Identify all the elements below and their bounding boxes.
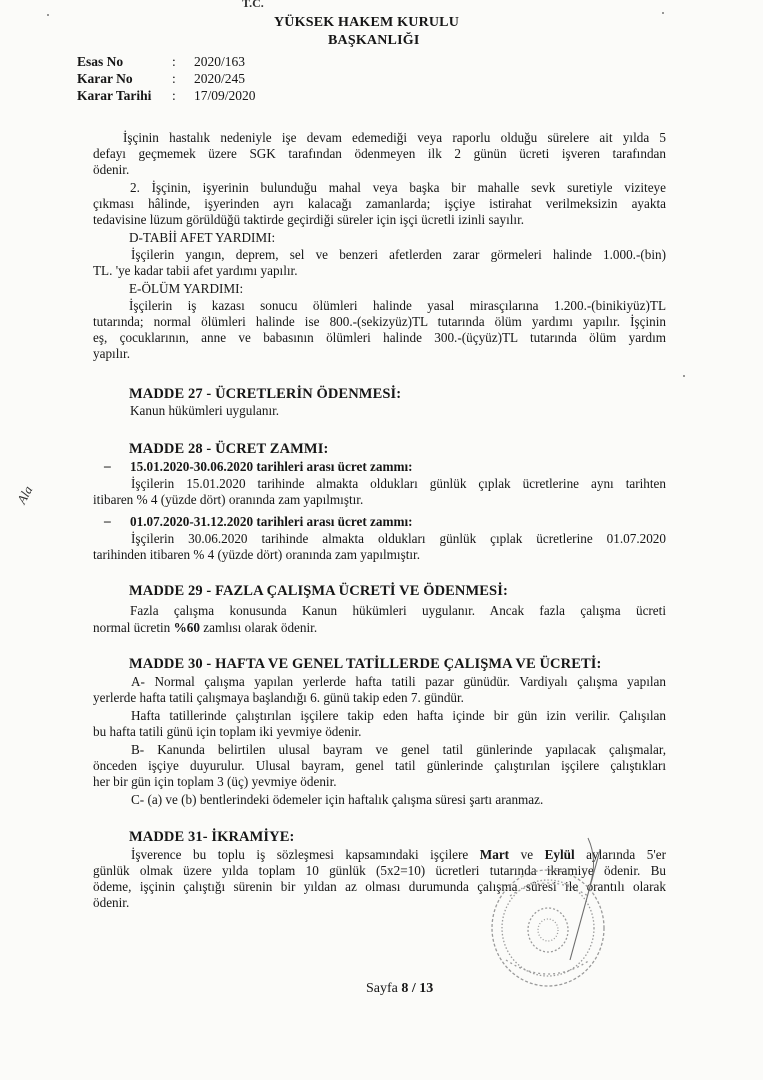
tc-header-mark: T.C.	[242, 0, 264, 10]
month-eylul: Eylül	[544, 847, 575, 862]
paragraph-line: B- Kanunda belirtilen ulusal bayram ve genel tatil günlerinde yapılacak çalışmalar,	[131, 742, 666, 757]
paragraph-line: Hafta tatillerinde çalıştırılan işçilere takip eden hafta içinde bir gün izin verilir. Çalışılan	[131, 708, 666, 723]
meta-value-esas: 2020/163	[194, 54, 246, 69]
paragraph-line	[93, 620, 317, 636]
madde-27-text: Kanun hükümleri uygulanır.	[130, 403, 280, 418]
section-heading-tabii-afet: D-TABİİ AFET YARDIMI:	[129, 230, 276, 245]
scan-speck	[662, 12, 664, 14]
paragraph-line: yapılır.	[93, 346, 130, 361]
institution-title: YÜKSEK HAKEM KURULU	[274, 15, 460, 30]
text-run: zamlısı olarak ödenir.	[199, 620, 318, 635]
paragraph-line: yerlerde hafta tatili çalışmaya başlandığı 6. günü takip eden 7. gündür.	[93, 690, 464, 705]
paragraph-line: defayı geçmemek üzere SGK tarafından ödenmeyen ilk 2 günün ücreti işveren tarafından	[93, 146, 666, 161]
page-total: 13	[419, 981, 434, 996]
paragraph-line: eş, çocuklarının, anne ve babasının ölümleri halinde 300.-(üçyüz)TL tutarında ölüm yardım	[93, 330, 666, 345]
official-seal-stamp	[470, 840, 610, 990]
meta-sep: :	[172, 71, 176, 86]
scan-speck	[47, 14, 49, 16]
madde-27-title: MADDE 27 - ÜCRETLERİN ÖDENMESİ:	[129, 386, 402, 402]
paragraph-line: İşçilerin iş kazası sonucu ölümleri halinde yasal mirasçılarına 1.200.-(binikiyüz)TL	[129, 298, 666, 313]
madde-29-title: MADDE 29 - FAZLA ÇALIŞMA ÜCRETİ VE ÖDENMESİ:	[129, 583, 508, 599]
margin-initials: Ala	[13, 483, 36, 507]
text-run: aylarında 5'er	[574, 847, 666, 862]
paragraph-line: Fazla çalışma konusunda Kanun hükümleri uygulanır. Ancak fazla çalışma ücreti	[130, 603, 666, 618]
text-run: Sayfa	[366, 981, 402, 996]
rate-emphasis: %60	[173, 620, 200, 635]
paragraph-line: 2. İşçinin, işyerinin bulunduğu mahal veya başka bir mahalle sevk suretiyle viziteye	[130, 180, 666, 195]
text-run: /	[408, 981, 420, 996]
dash-bullet: –	[104, 513, 111, 528]
madde-30-title: MADDE 30 - HAFTA VE GENEL TATİLLERDE ÇALIŞMA VE ÜCRETİ:	[129, 656, 602, 672]
paragraph-line: ödeme, işçinin çalıştığı sürenin bir yıldan az olması durumunda çalışma süresi ile orantılı olarak	[93, 879, 666, 894]
zam-period-2-title: 01.07.2020-31.12.2020 tarihleri arası ücret zammı:	[130, 514, 413, 529]
dash-bullet: –	[104, 458, 111, 473]
scan-speck	[683, 375, 685, 377]
zam-period-1-title: 15.01.2020-30.06.2020 tarihleri arası ücret zammı:	[130, 459, 413, 474]
madde-31-title: MADDE 31- İKRAMİYE:	[129, 829, 295, 845]
text-run: İşverence bu toplu iş sözleşmesi kapsamındaki işçilere	[131, 847, 480, 862]
paragraph-line: C- (a) ve (b) bentlerindeki ödemeler için haftalık çalışma süresi şartı aranmaz.	[131, 792, 544, 807]
meta-sep: :	[172, 54, 176, 69]
paragraph-line: her bir gün için toplam 3 (üç) yevmiye ödenir.	[93, 774, 337, 789]
paragraph-line: İşçilerin 15.01.2020 tarihinde almakta oldukları günlük çıplak ücretlerine aynı tarihten	[131, 476, 666, 491]
paragraph-line: ödenir.	[93, 895, 130, 910]
paragraph-line: günlük olmak üzere yılda toplam 10 günlük (5x2=10) ücretleri tutarında ikramiye ödenir. Bu	[93, 863, 666, 878]
paragraph-line: itibaren % 4 (yüzde dört) oranında zam yapılmıştır.	[93, 492, 364, 507]
paragraph-line: tutarında; normal ölümleri halinde ise 800.-(sekizyüz)TL tutarında ölüm yardımı yapılır. İşçinin	[93, 314, 666, 329]
paragraph-line: bu hafta tatili günü için toplam iki yevmiye ödenir.	[93, 724, 362, 739]
month-mart: Mart	[479, 847, 510, 862]
paragraph-line: İşçilerin 30.06.2020 tarihinde almakta oldukları günlük çıplak ücretlerine 01.07.2020	[131, 531, 666, 546]
text-run: normal ücretin	[93, 620, 174, 635]
meta-label-karar-tarihi: Karar Tarihi	[77, 88, 152, 103]
page-number	[366, 981, 433, 997]
meta-label-esas: Esas No	[77, 54, 124, 69]
paragraph-line: İşçilerin yangın, deprem, sel ve benzeri afetlerden zarar görmeleri halinde 1.000.-(bin)	[131, 247, 666, 262]
paragraph-line: önceden işçiye duyurulur. Ulusal bayram, genel tatil günlerinde çalıştırılan işçilere çalıştıkları	[93, 758, 666, 773]
paragraph-line: ödenir.	[93, 162, 130, 177]
paragraph-line: tedavisine lüzum görüldüğü taktirde geçirdiği süreler için işçi ücretli izinli sayılır.	[93, 212, 525, 227]
paragraph-line: İşçinin hastalık nedeniyle işe devam edemediği veya raporlu olduğu sürelere ait yılda 5	[123, 130, 666, 145]
institution-subtitle: BAŞKANLIĞI	[328, 33, 420, 48]
madde-28-title: MADDE 28 - ÜCRET ZAMMI:	[129, 441, 329, 457]
page-current: 8	[401, 981, 409, 996]
meta-label-karar: Karar No	[77, 71, 133, 86]
paragraph-line: TL. 'ye kadar tabii afet yardımı yapılır.	[93, 263, 298, 278]
meta-value-karar: 2020/245	[194, 71, 246, 86]
text-run: ve	[509, 847, 545, 862]
meta-value-karar-tarihi: 17/09/2020	[194, 88, 256, 103]
paragraph-line: A- Normal çalışma yapılan yerlerde hafta tatili pazar günüdür. Vardiyalı çalışma yapılan	[131, 674, 666, 689]
paragraph-line: çıkması hâlinde, işyerinden ayrı kalacağı zamanlarda; işçiye istirahat verilmeksizin ayakta	[93, 196, 666, 211]
meta-sep: :	[172, 88, 176, 103]
section-heading-olum-yardimi: E-ÖLÜM YARDIMI:	[129, 281, 244, 296]
paragraph-line: tarihinden itibaren % 4 (yüzde dört) oranında zam yapılmıştır.	[93, 547, 421, 562]
